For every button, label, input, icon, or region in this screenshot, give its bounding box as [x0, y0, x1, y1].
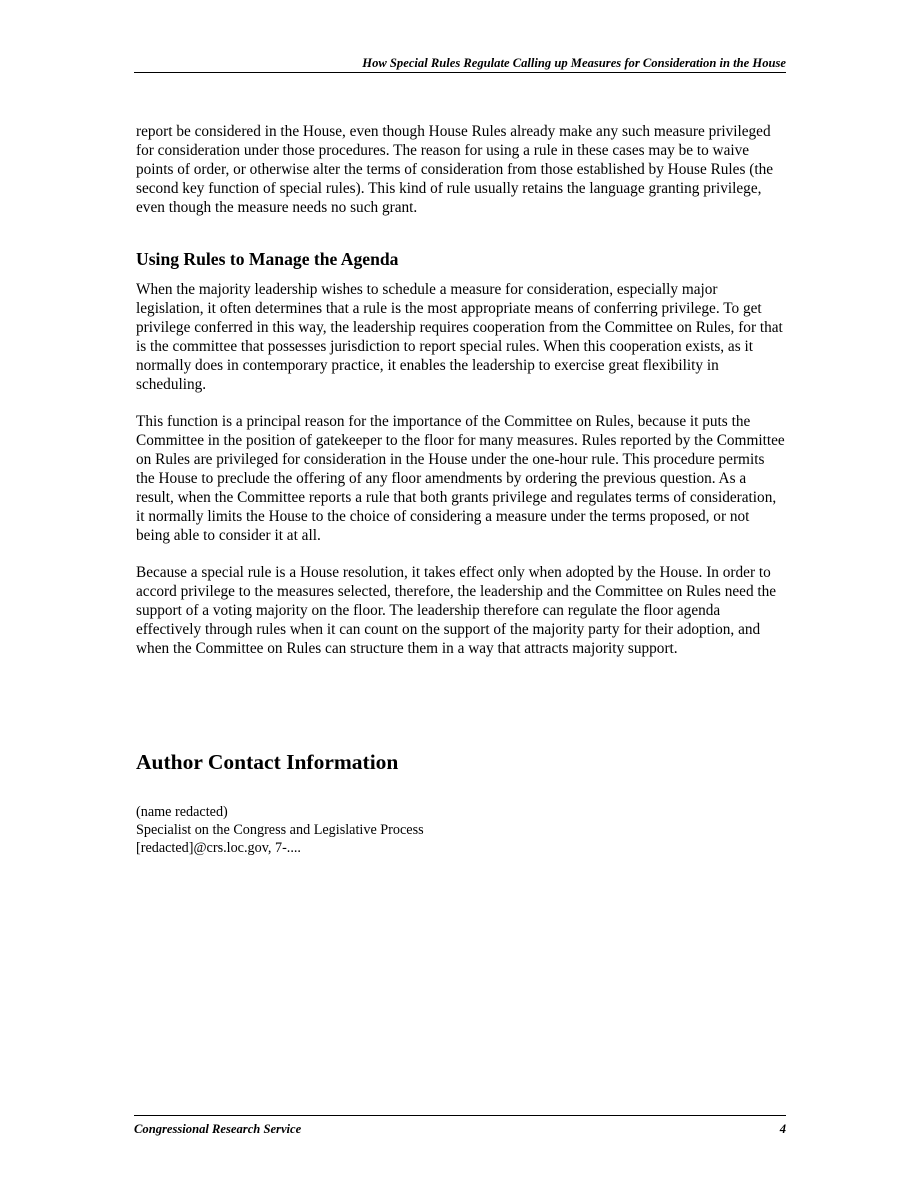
page-footer [134, 1115, 786, 1137]
running-header [134, 56, 786, 73]
running-header-title: How Special Rules Regulate Calling up Measures for Consideration in the House [362, 56, 786, 70]
author-email-phone: [redacted]@crs.loc.gov, 7-.... [136, 840, 301, 856]
author-contact-heading: Author Contact Information [136, 750, 399, 774]
author-role: Specialist on the Congress and Legislative Process [136, 822, 424, 838]
section-heading: Using Rules to Manage the Agenda [136, 249, 399, 269]
footer-organization: Congressional Research Service [134, 1122, 302, 1136]
body-paragraph: This function is a principal reason for the importance of the Committee on Rules, because it puts the Committee in the position of gatekeeper to the floor for many measures. Rules reported by the Committee on Rules are privileged for consideration in the House under the one-hour rule. This procedure permits the House to preclude the offering of any floor amendments by ordering the previous question. As a result, when the Committee reports a rule that both grants privilege and regulates terms of consideration, it normally limits the House to the choice of considering a measure under the terms proposed, or not being able to consider it at all. [136, 413, 785, 544]
author-name: (name redacted) [136, 804, 228, 820]
page-number: 4 [779, 1122, 786, 1136]
body-paragraph: When the majority leadership wishes to schedule a measure for consideration, especially major legislation, it often determines that a rule is the most appropriate means of conferring privilege. To get privilege conferred in this way, the leadership requires cooperation from the Committee on Rules, for that is the committee that possesses jurisdiction to report special rules. When this cooperation exists, as it normally does in contemporary practice, it enables the leadership to exercise great flexibility in scheduling. [136, 281, 783, 393]
page-content [136, 122, 786, 857]
body-paragraph: Because a special rule is a House resolution, it takes effect only when adopted by the House. In order to accord privilege to the measures selected, therefore, the leadership and the Committee on Rules need the support of a voting majority on the floor. The leadership therefore can regulate the floor agenda effectively through rules when it can count on the support of the majority party for their adoption, and when the Committee on Rules can structure them in a way that attracts majority support. [136, 564, 777, 657]
intro-paragraph: report be considered in the House, even though House Rules already make any such measure privileged for consideration under those procedures. The reason for using a rule in these cases may be to waive points of order, or otherwise alter the terms of consideration from those established by House Rules (the second key function of special rules). This kind of rule usually retains the language granting privilege, even though the measure needs no such grant. [136, 123, 774, 216]
